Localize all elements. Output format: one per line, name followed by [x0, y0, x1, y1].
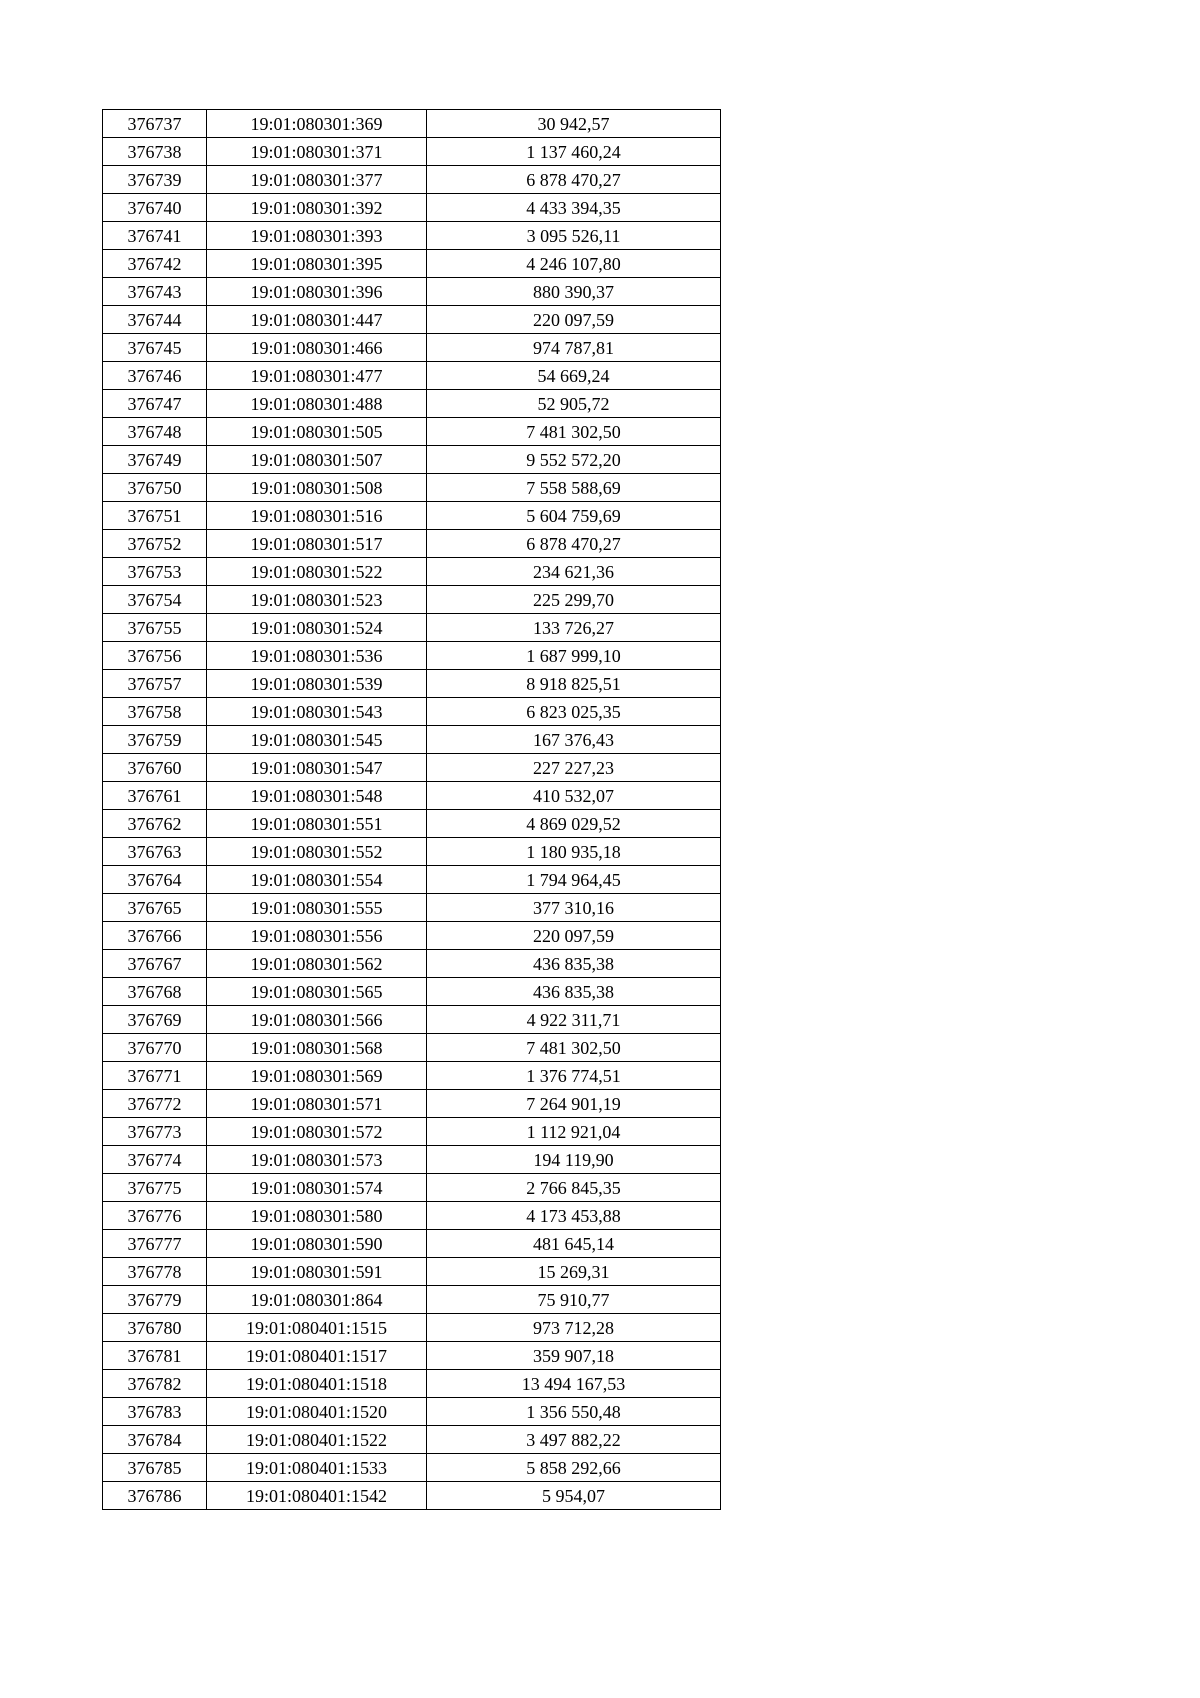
- table-row: [103, 642, 721, 670]
- value-cell: 973 712,28: [427, 1314, 721, 1342]
- row-number-cell: 376746: [103, 362, 207, 390]
- cadastral-number-cell: 19:01:080301:516: [207, 502, 427, 530]
- value-cell: 6 878 470,27: [427, 166, 721, 194]
- cadastral-number-cell: 19:01:080401:1517: [207, 1342, 427, 1370]
- value-cell: 6 878 470,27: [427, 530, 721, 558]
- value-cell: 7 558 588,69: [427, 474, 721, 502]
- row-number-cell: 376739: [103, 166, 207, 194]
- row-number-cell: 376758: [103, 698, 207, 726]
- table-row: [103, 894, 721, 922]
- cadastral-number-cell: 19:01:080301:552: [207, 838, 427, 866]
- value-cell: 13 494 167,53: [427, 1370, 721, 1398]
- cadastral-number-cell: 19:01:080301:396: [207, 278, 427, 306]
- table-row: [103, 866, 721, 894]
- table-row: [103, 138, 721, 166]
- table-row: [103, 1370, 721, 1398]
- cadastral-number-cell: 19:01:080301:517: [207, 530, 427, 558]
- row-number-cell: 376748: [103, 418, 207, 446]
- row-number-cell: 376760: [103, 754, 207, 782]
- row-number-cell: 376782: [103, 1370, 207, 1398]
- row-number-cell: 376752: [103, 530, 207, 558]
- table-row: [103, 558, 721, 586]
- cadastral-number-cell: 19:01:080301:447: [207, 306, 427, 334]
- cadastral-number-cell: 19:01:080301:508: [207, 474, 427, 502]
- value-cell: 4 246 107,80: [427, 250, 721, 278]
- table-row: [103, 1118, 721, 1146]
- table-row: [103, 474, 721, 502]
- table-row: [103, 1006, 721, 1034]
- row-number-cell: 376770: [103, 1034, 207, 1062]
- cadastral-number-cell: 19:01:080301:591: [207, 1258, 427, 1286]
- row-number-cell: 376750: [103, 474, 207, 502]
- value-cell: 8 918 825,51: [427, 670, 721, 698]
- cadastral-number-cell: 19:01:080301:565: [207, 978, 427, 1006]
- row-number-cell: 376742: [103, 250, 207, 278]
- cadastral-number-cell: 19:01:080301:590: [207, 1230, 427, 1258]
- cadastral-number-cell: 19:01:080301:395: [207, 250, 427, 278]
- table-row: [103, 1258, 721, 1286]
- table-row: [103, 1482, 721, 1510]
- cadastral-number-cell: 19:01:080301:369: [207, 110, 427, 138]
- table-row: [103, 166, 721, 194]
- cadastral-number-cell: 19:01:080301:554: [207, 866, 427, 894]
- table-row: [103, 1314, 721, 1342]
- row-number-cell: 376737: [103, 110, 207, 138]
- value-cell: 4 869 029,52: [427, 810, 721, 838]
- row-number-cell: 376780: [103, 1314, 207, 1342]
- row-number-cell: 376779: [103, 1286, 207, 1314]
- cadastral-number-cell: 19:01:080301:573: [207, 1146, 427, 1174]
- row-number-cell: 376747: [103, 390, 207, 418]
- value-cell: 52 905,72: [427, 390, 721, 418]
- table-row: [103, 1398, 721, 1426]
- table-body: [103, 110, 721, 1510]
- value-cell: 4 433 394,35: [427, 194, 721, 222]
- row-number-cell: 376763: [103, 838, 207, 866]
- cadastral-number-cell: 19:01:080301:574: [207, 1174, 427, 1202]
- table-row: [103, 726, 721, 754]
- value-cell: 220 097,59: [427, 306, 721, 334]
- table-row: [103, 250, 721, 278]
- cadastral-number-cell: 19:01:080301:547: [207, 754, 427, 782]
- table-row: [103, 334, 721, 362]
- value-cell: 6 823 025,35: [427, 698, 721, 726]
- table-row: [103, 810, 721, 838]
- row-number-cell: 376751: [103, 502, 207, 530]
- row-number-cell: 376771: [103, 1062, 207, 1090]
- row-number-cell: 376744: [103, 306, 207, 334]
- row-number-cell: 376745: [103, 334, 207, 362]
- row-number-cell: 376774: [103, 1146, 207, 1174]
- table-row: [103, 950, 721, 978]
- value-cell: 359 907,18: [427, 1342, 721, 1370]
- table-row: [103, 978, 721, 1006]
- row-number-cell: 376765: [103, 894, 207, 922]
- cadastral-number-cell: 19:01:080401:1533: [207, 1454, 427, 1482]
- row-number-cell: 376772: [103, 1090, 207, 1118]
- row-number-cell: 376773: [103, 1118, 207, 1146]
- cadastral-number-cell: 19:01:080301:505: [207, 418, 427, 446]
- row-number-cell: 376783: [103, 1398, 207, 1426]
- value-cell: 227 227,23: [427, 754, 721, 782]
- cadastral-number-cell: 19:01:080401:1515: [207, 1314, 427, 1342]
- row-number-cell: 376784: [103, 1426, 207, 1454]
- cadastral-number-cell: 19:01:080301:548: [207, 782, 427, 810]
- cadastral-number-cell: 19:01:080301:569: [207, 1062, 427, 1090]
- table-row: [103, 1090, 721, 1118]
- cadastral-number-cell: 19:01:080301:488: [207, 390, 427, 418]
- cadastral-number-cell: 19:01:080301:562: [207, 950, 427, 978]
- value-cell: 167 376,43: [427, 726, 721, 754]
- cadastral-number-cell: 19:01:080401:1520: [207, 1398, 427, 1426]
- cadastral-number-cell: 19:01:080301:571: [207, 1090, 427, 1118]
- row-number-cell: 376756: [103, 642, 207, 670]
- value-cell: 1 376 774,51: [427, 1062, 721, 1090]
- cadastral-number-cell: 19:01:080401:1518: [207, 1370, 427, 1398]
- table-row: [103, 1146, 721, 1174]
- table-row: [103, 838, 721, 866]
- row-number-cell: 376776: [103, 1202, 207, 1230]
- table-row: [103, 418, 721, 446]
- cadastral-number-cell: 19:01:080301:536: [207, 642, 427, 670]
- row-number-cell: 376785: [103, 1454, 207, 1482]
- value-cell: 30 942,57: [427, 110, 721, 138]
- row-number-cell: 376759: [103, 726, 207, 754]
- table-row: [103, 1426, 721, 1454]
- table-row: [103, 1034, 721, 1062]
- value-cell: 2 766 845,35: [427, 1174, 721, 1202]
- value-cell: 1 687 999,10: [427, 642, 721, 670]
- cadastral-number-cell: 19:01:080401:1542: [207, 1482, 427, 1510]
- row-number-cell: 376777: [103, 1230, 207, 1258]
- value-cell: 1 137 460,24: [427, 138, 721, 166]
- cadastral-number-cell: 19:01:080301:566: [207, 1006, 427, 1034]
- value-cell: 377 310,16: [427, 894, 721, 922]
- table-row: [103, 390, 721, 418]
- value-cell: 1 356 550,48: [427, 1398, 721, 1426]
- value-cell: 436 835,38: [427, 950, 721, 978]
- table-row: [103, 754, 721, 782]
- row-number-cell: 376786: [103, 1482, 207, 1510]
- cadastral-number-cell: 19:01:080301:864: [207, 1286, 427, 1314]
- value-cell: 7 481 302,50: [427, 1034, 721, 1062]
- row-number-cell: 376741: [103, 222, 207, 250]
- value-cell: 481 645,14: [427, 1230, 721, 1258]
- table-row: [103, 222, 721, 250]
- row-number-cell: 376755: [103, 614, 207, 642]
- value-cell: 9 552 572,20: [427, 446, 721, 474]
- row-number-cell: 376749: [103, 446, 207, 474]
- cadastral-number-cell: 19:01:080301:377: [207, 166, 427, 194]
- cadastral-number-cell: 19:01:080301:568: [207, 1034, 427, 1062]
- value-cell: 5 604 759,69: [427, 502, 721, 530]
- cadastral-number-cell: 19:01:080301:539: [207, 670, 427, 698]
- row-number-cell: 376753: [103, 558, 207, 586]
- cadastral-number-cell: 19:01:080401:1522: [207, 1426, 427, 1454]
- cadastral-number-cell: 19:01:080301:371: [207, 138, 427, 166]
- table-row: [103, 1202, 721, 1230]
- cadastral-number-cell: 19:01:080301:551: [207, 810, 427, 838]
- table-row: [103, 670, 721, 698]
- table-row: [103, 194, 721, 222]
- table-row: [103, 362, 721, 390]
- row-number-cell: 376757: [103, 670, 207, 698]
- row-number-cell: 376754: [103, 586, 207, 614]
- table-row: [103, 1230, 721, 1258]
- value-cell: 220 097,59: [427, 922, 721, 950]
- value-cell: 5 858 292,66: [427, 1454, 721, 1482]
- cadastral-number-cell: 19:01:080301:545: [207, 726, 427, 754]
- value-cell: 4 922 311,71: [427, 1006, 721, 1034]
- table-row: [103, 782, 721, 810]
- table-row: [103, 278, 721, 306]
- value-cell: 133 726,27: [427, 614, 721, 642]
- value-cell: 1 112 921,04: [427, 1118, 721, 1146]
- value-cell: 1 794 964,45: [427, 866, 721, 894]
- table-row: [103, 1062, 721, 1090]
- table-row: [103, 698, 721, 726]
- table-row: [103, 1286, 721, 1314]
- value-cell: 234 621,36: [427, 558, 721, 586]
- cadastral-number-cell: 19:01:080301:466: [207, 334, 427, 362]
- table-row: [103, 614, 721, 642]
- value-cell: 436 835,38: [427, 978, 721, 1006]
- row-number-cell: 376762: [103, 810, 207, 838]
- value-cell: 7 264 901,19: [427, 1090, 721, 1118]
- value-cell: 54 669,24: [427, 362, 721, 390]
- row-number-cell: 376738: [103, 138, 207, 166]
- row-number-cell: 376769: [103, 1006, 207, 1034]
- value-cell: 880 390,37: [427, 278, 721, 306]
- table-row: [103, 306, 721, 334]
- data-table: [102, 109, 721, 1510]
- cadastral-number-cell: 19:01:080301:507: [207, 446, 427, 474]
- value-cell: 75 910,77: [427, 1286, 721, 1314]
- value-cell: 3 497 882,22: [427, 1426, 721, 1454]
- value-cell: 410 532,07: [427, 782, 721, 810]
- table-row: [103, 1454, 721, 1482]
- cadastral-number-cell: 19:01:080301:524: [207, 614, 427, 642]
- table-row: [103, 1342, 721, 1370]
- cadastral-number-cell: 19:01:080301:392: [207, 194, 427, 222]
- table-row: [103, 530, 721, 558]
- value-cell: 4 173 453,88: [427, 1202, 721, 1230]
- cadastral-number-cell: 19:01:080301:523: [207, 586, 427, 614]
- value-cell: 225 299,70: [427, 586, 721, 614]
- row-number-cell: 376740: [103, 194, 207, 222]
- table-row: [103, 110, 721, 138]
- table-row: [103, 1174, 721, 1202]
- table-row: [103, 502, 721, 530]
- value-cell: 5 954,07: [427, 1482, 721, 1510]
- cadastral-number-cell: 19:01:080301:556: [207, 922, 427, 950]
- value-cell: 15 269,31: [427, 1258, 721, 1286]
- table-row: [103, 446, 721, 474]
- value-cell: 1 180 935,18: [427, 838, 721, 866]
- cadastral-number-cell: 19:01:080301:572: [207, 1118, 427, 1146]
- row-number-cell: 376775: [103, 1174, 207, 1202]
- row-number-cell: 376778: [103, 1258, 207, 1286]
- cadastral-number-cell: 19:01:080301:543: [207, 698, 427, 726]
- row-number-cell: 376766: [103, 922, 207, 950]
- row-number-cell: 376743: [103, 278, 207, 306]
- cadastral-number-cell: 19:01:080301:477: [207, 362, 427, 390]
- row-number-cell: 376768: [103, 978, 207, 1006]
- value-cell: 3 095 526,11: [427, 222, 721, 250]
- cadastral-number-cell: 19:01:080301:393: [207, 222, 427, 250]
- value-cell: 194 119,90: [427, 1146, 721, 1174]
- cadastral-number-cell: 19:01:080301:555: [207, 894, 427, 922]
- cadastral-number-cell: 19:01:080301:522: [207, 558, 427, 586]
- table-row: [103, 586, 721, 614]
- value-cell: 7 481 302,50: [427, 418, 721, 446]
- row-number-cell: 376761: [103, 782, 207, 810]
- row-number-cell: 376767: [103, 950, 207, 978]
- value-cell: 974 787,81: [427, 334, 721, 362]
- row-number-cell: 376781: [103, 1342, 207, 1370]
- row-number-cell: 376764: [103, 866, 207, 894]
- cadastral-number-cell: 19:01:080301:580: [207, 1202, 427, 1230]
- table-row: [103, 922, 721, 950]
